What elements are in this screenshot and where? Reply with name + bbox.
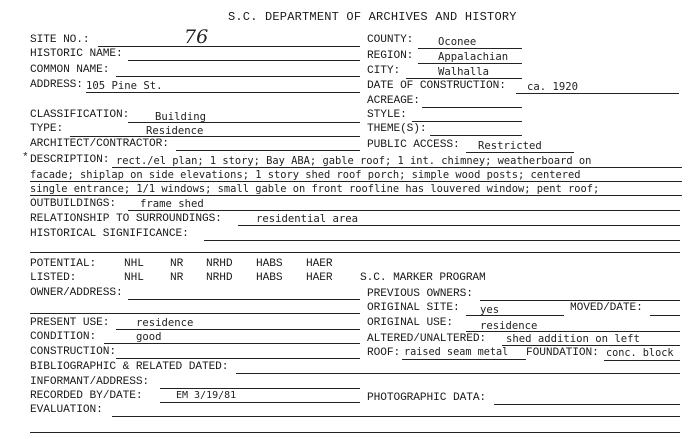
original-site-line bbox=[466, 315, 564, 316]
significance-line bbox=[204, 240, 680, 241]
style-label: STYLE: bbox=[367, 109, 407, 121]
region-value: Appalachian bbox=[438, 51, 509, 63]
listed-code-nrhd: NRHD bbox=[206, 272, 233, 284]
classification-label: CLASSIFICATION: bbox=[30, 109, 130, 121]
style-line bbox=[412, 121, 522, 122]
region-label: REGION: bbox=[367, 50, 414, 62]
county-line bbox=[418, 48, 522, 49]
section-rule-1 bbox=[30, 252, 680, 253]
theme-label: THEME(S): bbox=[367, 123, 427, 135]
description-rule-2 bbox=[30, 181, 682, 182]
outbuildings-line bbox=[128, 210, 680, 211]
photographic-line bbox=[494, 404, 680, 405]
relationship-line bbox=[238, 225, 680, 226]
description-label: DESCRIPTION: bbox=[30, 154, 110, 166]
listed-code-nr: NR bbox=[170, 272, 184, 284]
description-rule-3 bbox=[30, 195, 682, 196]
potential-label: POTENTIAL: bbox=[30, 258, 97, 270]
construction-date-value: ca. 1920 bbox=[527, 81, 579, 93]
common-name-line bbox=[116, 76, 360, 77]
moved-line bbox=[650, 315, 680, 316]
previous-owners-label: PREVIOUS OWNERS: bbox=[367, 288, 473, 300]
foundation-label: FOUNDATION: bbox=[526, 347, 599, 359]
present-use-value: residence bbox=[136, 317, 194, 329]
description-rule-1 bbox=[112, 167, 682, 168]
county-value: Oconee bbox=[438, 36, 477, 48]
recorded-value: EM 3/19/81 bbox=[176, 390, 237, 401]
condition-value: good bbox=[136, 331, 162, 343]
listed-code-habs: HABS bbox=[256, 272, 283, 284]
architect-line bbox=[176, 150, 360, 151]
description-line-1: rect./el plan; 1 story; Bay ABA; gable roof; 1 int. chimney; weatherboard on bbox=[116, 155, 592, 167]
photographic-label: PHOTOGRAPHIC DATA: bbox=[367, 392, 487, 404]
potential-code-habs: HABS bbox=[256, 258, 283, 270]
outbuildings-value: frame shed bbox=[140, 198, 204, 210]
owner-line bbox=[128, 299, 360, 300]
theme-line bbox=[430, 135, 522, 136]
description-line-2: facade; shiplap on side elevations; 1 story shed roof porch; simple wood posts; centered bbox=[30, 169, 581, 181]
form-title: S.C. DEPARTMENT OF ARCHIVES AND HISTORY bbox=[228, 10, 517, 24]
acreage-line bbox=[422, 107, 522, 108]
roof-value: raised seam metal bbox=[404, 347, 509, 358]
historic-name-label: HISTORIC NAME: bbox=[30, 48, 123, 60]
construction-line bbox=[116, 358, 360, 359]
recorded-label: RECORDED BY/DATE: bbox=[30, 390, 143, 402]
listed-code-nhl: NHL bbox=[124, 272, 144, 284]
present-use-line bbox=[116, 329, 360, 330]
altered-line bbox=[502, 345, 680, 346]
evaluation-line bbox=[112, 416, 680, 417]
site-no-label: SITE NO.: bbox=[30, 34, 90, 46]
city-label: CITY: bbox=[367, 65, 401, 77]
listed-label: LISTED: bbox=[30, 272, 77, 284]
present-use-label: PRESENT USE: bbox=[30, 317, 110, 329]
altered-label: ALTERED/UNALTERED: bbox=[367, 333, 487, 345]
address-label: ADDRESS: bbox=[30, 79, 83, 91]
potential-code-nhl: NHL bbox=[124, 258, 144, 270]
public-access-label: PUBLIC ACCESS: bbox=[367, 139, 460, 151]
type-value: Residence bbox=[146, 125, 204, 137]
informant-label: INFORMANT/ADDRESS: bbox=[30, 376, 150, 388]
condition-line bbox=[104, 343, 360, 344]
description-line-3: single entrance; 1/1 windows; small gable on front roofline has louvered window; pent roof; bbox=[30, 183, 600, 195]
moved-label: MOVED/DATE: bbox=[570, 302, 643, 314]
foundation-value: conc. block bbox=[606, 348, 674, 359]
recorded-line bbox=[160, 402, 360, 403]
original-use-label: ORIGINAL USE: bbox=[367, 317, 453, 329]
owner-line-2 bbox=[30, 313, 360, 314]
architect-label: ARCHITECT/CONTRACTOR: bbox=[30, 138, 169, 150]
site-no-line bbox=[98, 46, 360, 47]
roof-label: ROOF: bbox=[367, 347, 401, 359]
condition-label: CONDITION: bbox=[30, 331, 97, 343]
county-label: COUNTY: bbox=[367, 34, 414, 46]
historic-name-line bbox=[128, 60, 360, 61]
original-use-value: residence bbox=[480, 320, 538, 332]
informant-line bbox=[160, 388, 360, 389]
original-use-line bbox=[466, 331, 680, 332]
public-access-value: Restricted bbox=[478, 140, 542, 152]
construction-label: CONSTRUCTION: bbox=[30, 346, 116, 358]
region-line bbox=[418, 63, 522, 64]
roof-line bbox=[402, 359, 526, 360]
bottom-rule bbox=[30, 432, 680, 433]
public-access-line bbox=[466, 152, 574, 153]
description-asterisk: * bbox=[22, 152, 29, 164]
potential-code-haer: HAER bbox=[306, 258, 333, 270]
previous-owners-line bbox=[480, 300, 680, 301]
city-line bbox=[406, 78, 522, 79]
listed-code-haer: HAER bbox=[306, 272, 333, 284]
potential-code-nrhd: NRHD bbox=[206, 258, 233, 270]
evaluation-label: EVALUATION: bbox=[30, 404, 103, 416]
address-value: 105 Pine St. bbox=[86, 80, 163, 92]
classification-line bbox=[128, 122, 360, 123]
foundation-line bbox=[604, 360, 680, 361]
bibliographic-label: BIBLIOGRAPHIC & RELATED DATED: bbox=[30, 361, 229, 373]
original-site-label: ORIGINAL SITE: bbox=[367, 302, 460, 314]
acreage-label: ACREAGE: bbox=[367, 95, 420, 107]
common-name-label: COMMON NAME: bbox=[30, 64, 110, 76]
classification-value: Building bbox=[155, 111, 207, 123]
relationship-value: residential area bbox=[256, 213, 359, 225]
original-site-value: yes bbox=[480, 304, 500, 316]
potential-code-nr: NR bbox=[170, 258, 184, 270]
relationship-label: RELATIONSHIP TO SURROUNDINGS: bbox=[30, 213, 222, 225]
construction-date-line bbox=[516, 93, 679, 94]
type-line bbox=[70, 136, 360, 137]
city-value: Walhalla bbox=[438, 66, 490, 78]
marker-program: S.C. MARKER PROGRAM bbox=[360, 272, 486, 284]
altered-value: shed addition on left bbox=[506, 333, 640, 345]
owner-label: OWNER/ADDRESS: bbox=[30, 287, 123, 299]
address-line bbox=[86, 92, 360, 93]
type-label: TYPE: bbox=[30, 123, 64, 135]
bibliographic-line bbox=[236, 373, 680, 374]
significance-label: HISTORICAL SIGNIFICANCE: bbox=[30, 228, 189, 240]
site-no-value: 76 bbox=[184, 26, 209, 48]
outbuildings-label: OUTBUILDINGS: bbox=[30, 198, 116, 210]
construction-date-label: DATE OF CONSTRUCTION: bbox=[367, 80, 506, 92]
